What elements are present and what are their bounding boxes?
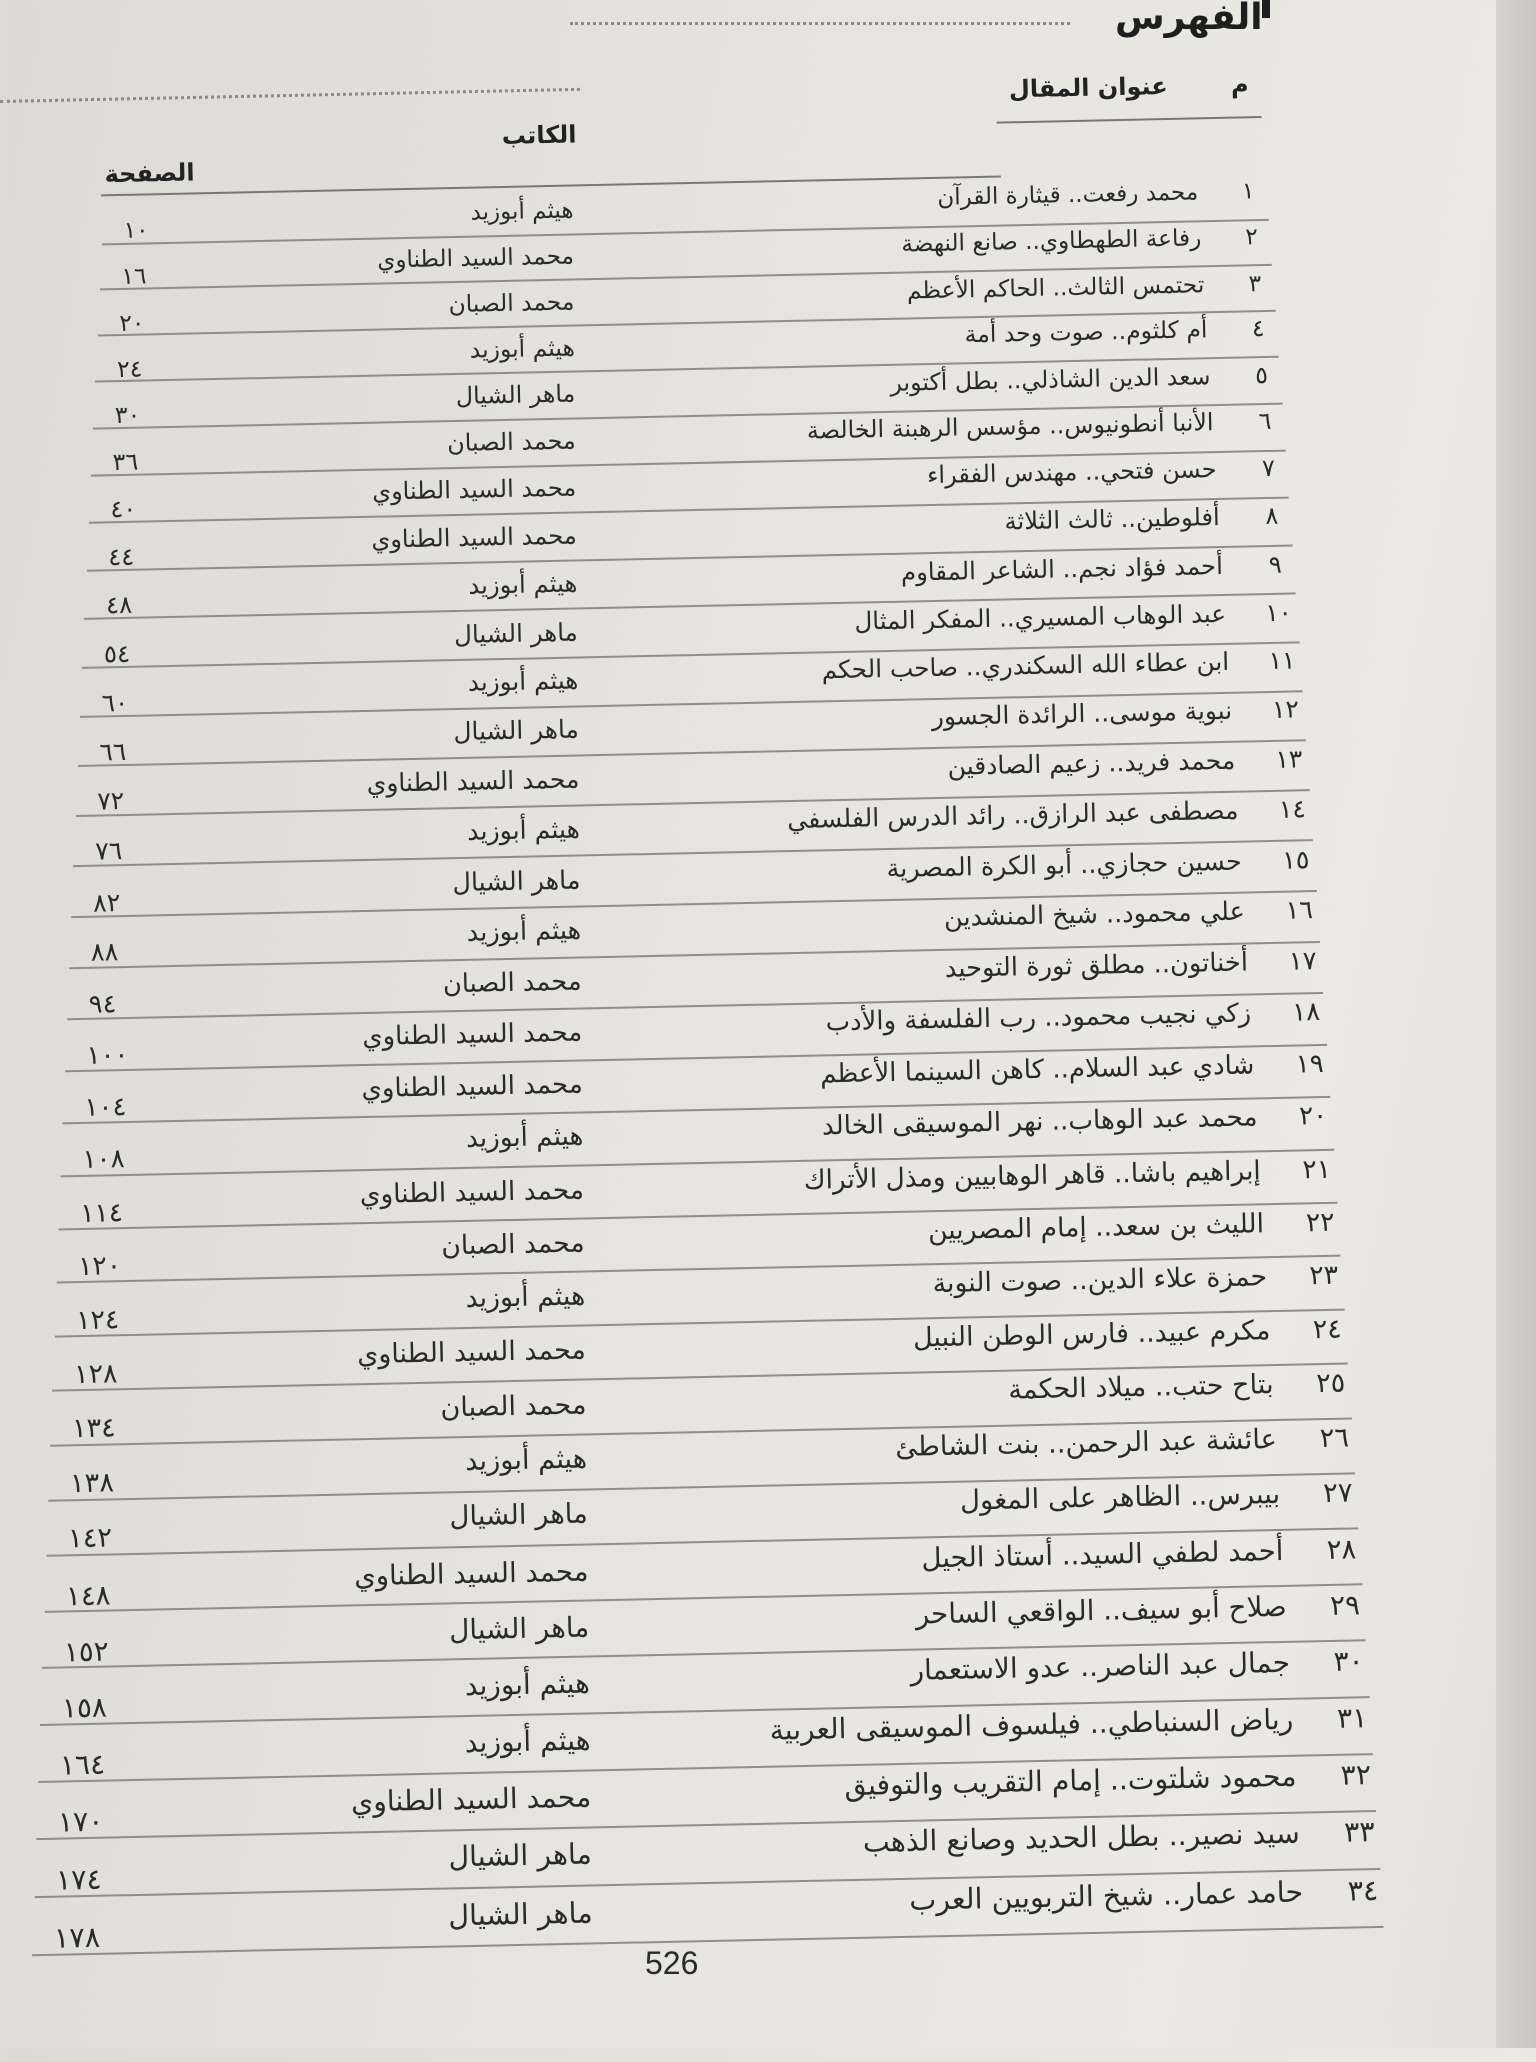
header-number: م: [1230, 70, 1249, 99]
author-name: محمد السيد الطناوي: [371, 473, 577, 506]
page-ref: ١٤٢: [67, 1522, 113, 1555]
page-ref: ٨٨: [90, 937, 119, 969]
article-title: سعد الدين الشاذلي.. بطل أكتوبر: [890, 361, 1211, 397]
row-number: ١٩: [1295, 1048, 1324, 1080]
row-number: ٢٦: [1319, 1422, 1350, 1454]
page-ref: ١٠٨: [82, 1144, 125, 1176]
row-number: ٣: [1248, 268, 1262, 298]
row-number: ٢٠: [1298, 1100, 1328, 1132]
author-name: هيثم أبوزيد: [465, 1280, 586, 1315]
header-title: عنوان المقال: [1008, 72, 1169, 104]
page-ref: ١١٤: [80, 1197, 124, 1230]
row-number: ١٨: [1291, 996, 1321, 1028]
page-ref: ٦٦: [99, 736, 127, 767]
header-underline: [997, 116, 1262, 124]
author-name: محمد السيد الطناوي: [359, 1174, 585, 1211]
row-number: ١٢: [1271, 694, 1300, 725]
author-name: محمد الصبان: [446, 426, 577, 458]
author-name: ماهر الشيال: [447, 1895, 593, 1933]
row-number: ٢٤: [1312, 1313, 1342, 1346]
article-title: صلاح أبو سيف.. الواقعي الساحر: [915, 1589, 1287, 1631]
article-title: أحمد لطفي السيد.. أستاذ الجيل: [921, 1534, 1284, 1575]
page-ref: ٤٤: [107, 542, 135, 571]
author-name: ماهر الشيال: [448, 1610, 590, 1646]
page-number: 526: [645, 1945, 699, 1981]
article-title: حمزة علاء الدين.. صوت النوبة: [932, 1261, 1268, 1300]
article-title: مصطفى عبد الرازق.. رائد الدرس الفلسفي: [786, 795, 1239, 834]
row-number: ٣١: [1336, 1701, 1368, 1735]
author-name: محمد الصبان: [448, 287, 575, 319]
page-ref: ٤٨: [105, 590, 133, 620]
author-name: محمد السيد الطناوي: [350, 1780, 592, 1819]
article-title: سيد نصير.. بطل الحديد وصانع الذهب: [862, 1816, 1301, 1860]
page-ref: ١٥٢: [63, 1634, 109, 1669]
article-title: أخناتون.. مطلق ثورة التوحيد: [944, 947, 1249, 984]
row-number: ٤: [1251, 314, 1265, 343]
row-number: ٩: [1268, 549, 1283, 579]
author-name: محمد السيد الطناوي: [356, 1334, 587, 1371]
header-page: الصفحة: [104, 158, 195, 189]
row-number: ٣٤: [1347, 1873, 1379, 1908]
row-number: ٥: [1254, 360, 1269, 389]
page-ref: ١٦٤: [59, 1747, 106, 1782]
row-number: ٢٥: [1315, 1367, 1346, 1400]
page-ref: ٦٠: [101, 687, 129, 718]
article-title: جمال عبد الناصر.. عدو الاستعمار: [910, 1646, 1291, 1687]
author-name: ماهر الشيال: [455, 379, 576, 411]
article-title: بتاح حتب.. ميلاد الحكمة: [1008, 1369, 1274, 1406]
author-name: هيثم أبوزيد: [466, 915, 582, 948]
author-name: هيثم أبوزيد: [470, 197, 574, 226]
author-name: هيثم أبوزيد: [464, 1723, 591, 1759]
author-name: محمد الصبان: [442, 966, 582, 1000]
page-ref: ٧٢: [96, 786, 125, 816]
article-title: حسين حجازي.. أبو الكرة المصرية: [886, 845, 1242, 883]
author-name: هيثم أبوزيد: [467, 665, 579, 698]
row-number: ٨: [1264, 501, 1279, 530]
page-ref: ١٠: [123, 217, 149, 244]
row-number: ٢٩: [1329, 1588, 1361, 1622]
row-number: ١٤: [1278, 793, 1307, 824]
row-number: ١١: [1268, 645, 1296, 676]
author-name: محمد السيد الطناوي: [362, 1017, 583, 1053]
author-name: محمد السيد الطناوي: [366, 764, 580, 798]
page-ref: ١٣٤: [71, 1412, 116, 1445]
row-divider: [32, 1926, 1384, 1956]
author-name: ماهر الشيال: [449, 1498, 589, 1533]
author-name: ماهر الشيال: [453, 617, 579, 649]
author-name: هيثم أبوزيد: [469, 333, 576, 364]
row-number: ٣٣: [1343, 1815, 1375, 1849]
page-ref: ٢٤: [116, 354, 143, 383]
article-title: تحتمس الثالث.. الحاكم الأعظم: [906, 269, 1205, 305]
row-number: ٣٠: [1333, 1644, 1364, 1679]
page-ref: ١٢٤: [75, 1304, 120, 1337]
article-title: بيبرس.. الظاهر على المغول: [959, 1478, 1281, 1517]
author-name: محمد السيد الطناوي: [361, 1069, 584, 1105]
author-name: محمد الصبان: [440, 1389, 587, 1424]
header-author: الكاتب: [501, 120, 577, 150]
row-number: ٦: [1258, 407, 1272, 436]
page-ref: ٤٠: [110, 494, 137, 524]
article-title: أحمد فؤاد نجم.. الشاعر المقاوم: [900, 550, 1224, 587]
article-title: أفلوطين.. ثالث الثلاثة: [1004, 502, 1220, 536]
article-title: الأنبا أنطونيوس.. مؤسس الرهبنة الخالصة: [806, 408, 1214, 445]
page-ref: ١٠٤: [84, 1092, 127, 1123]
article-title: محمد فريد.. زعيم الصادقين: [947, 745, 1236, 781]
article-title: ابن عطاء الله السكندري.. صاحب الحكم: [821, 647, 1230, 685]
article-title: علي محمود.. شيخ المنشدين: [943, 896, 1246, 933]
article-title: رفاعة الطهطاوي.. صانع النهضة: [901, 224, 1202, 258]
row-number: ٢٣: [1309, 1259, 1339, 1292]
article-title: زكي نجيب محمود.. رب الفلسفة والأدب: [825, 998, 1252, 1038]
page-ref: ٣٠: [114, 400, 141, 430]
page-ref: ١٠٠: [86, 1040, 129, 1071]
page-ref: ١٧٨: [53, 1920, 101, 1956]
row-number: ١٠: [1265, 597, 1293, 627]
author-name: محمد السيد الطناوي: [353, 1554, 589, 1593]
author-name: محمد الصبان: [441, 1227, 585, 1262]
page-ref: ٥٤: [103, 638, 131, 669]
page-ref: ١٧٠: [57, 1804, 104, 1839]
row-number: ١٥: [1281, 844, 1310, 875]
article-title: عبد الوهاب المسيري.. المفكر المثال: [854, 598, 1227, 636]
article-title: نبوية موسى.. الرائدة الجسور: [931, 696, 1233, 732]
row-number: ٣٢: [1340, 1757, 1372, 1792]
page-ref: ١٦: [121, 262, 147, 291]
author-name: ماهر الشيال: [448, 1837, 593, 1874]
article-title: محمد عبد الوهاب.. نهر الموسيقى الخالد: [821, 1102, 1258, 1142]
row-number: ١٣: [1275, 744, 1303, 774]
page-ref: ٨٢: [92, 886, 121, 918]
row-number: ١٧: [1288, 945, 1317, 977]
article-title: حامد عمار.. شيخ التربويين العرب: [908, 1874, 1304, 1917]
page-title: الفهرس: [1115, 0, 1263, 38]
row-number: ٢: [1245, 223, 1259, 251]
article-title: شادي عبد السلام.. كاهن السينما الأعظم: [819, 1050, 1255, 1090]
author-name: محمد السيد الطناوي: [370, 521, 578, 554]
page-ref: ١٧٤: [55, 1862, 103, 1897]
author-name: هيثم أبوزيد: [464, 1443, 588, 1478]
page-ref: ١٥٨: [61, 1690, 108, 1725]
row-number: ٧: [1261, 454, 1276, 483]
page-ref: ٣٦: [112, 447, 139, 476]
author-name: هيثم أبوزيد: [467, 568, 578, 601]
article-title: محمود شلتوت.. إمام التقريب والتوفيق: [844, 1759, 1297, 1803]
author-name: ماهر الشيال: [452, 864, 581, 898]
author-name: هيثم أبوزيد: [466, 814, 581, 846]
article-title: إبراهيم باشا.. قاهر الوهابيين ومذل الأتراك: [803, 1154, 1262, 1196]
page-ref: ٢٠: [118, 308, 145, 337]
row-number: ٢٨: [1326, 1532, 1357, 1567]
article-title: عائشة عبد الرحمن.. بنت الشاطئ: [895, 1423, 1278, 1463]
page-ref: ١٤٨: [65, 1578, 111, 1613]
author-name: ماهر الشيال: [453, 714, 580, 747]
article-title: الليث بن سعد.. إمام المصريين: [927, 1207, 1265, 1246]
page-ref: ١٣٨: [69, 1467, 115, 1500]
page-ref: ٩٤: [88, 988, 117, 1020]
article-title: رياض السنباطي.. فيلسوف الموسيقى العربية: [769, 1702, 1294, 1747]
author-name: هيثم أبوزيد: [464, 1666, 591, 1702]
row-number: ٢٢: [1305, 1206, 1335, 1239]
row-number: ٢١: [1302, 1153, 1332, 1186]
article-title: محمد رفعت.. قيثارة القرآن: [937, 179, 1199, 212]
article-title: حسن فتحي.. مهندس الفقراء: [926, 455, 1217, 490]
row-number: ٢٧: [1322, 1477, 1353, 1509]
page-ref: ١٢٠: [77, 1250, 122, 1283]
page-ref: ١٢٨: [73, 1358, 118, 1391]
article-title: أم كلثوم.. صوت وحد أمة: [964, 315, 1208, 349]
author-name: هيثم أبوزيد: [465, 1121, 584, 1155]
row-number: ١٦: [1285, 894, 1314, 926]
row-number: ١: [1241, 178, 1255, 205]
author-name: محمد السيد الطناوي: [376, 242, 575, 274]
article-title: مكرم عبيد.. فارس الوطن النبيل: [912, 1315, 1271, 1354]
page-ref: ٧٦: [94, 836, 123, 866]
